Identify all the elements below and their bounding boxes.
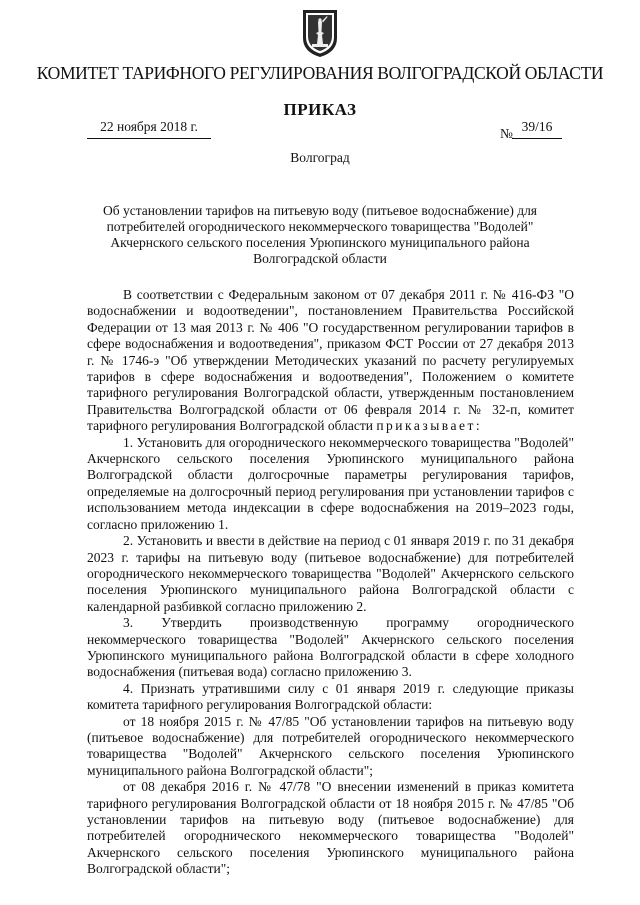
organization-name: КОМИТЕТ ТАРИФНОГО РЕГУЛИРОВАНИЯ ВОЛГОГРАДСКОЙ ОБЛАСТИ [36, 63, 604, 83]
item-2: 2. Установить и ввести в действие на период с 01 января 2019 г. по 31 декабря 2023 г. тарифы на питьевую воду (питьевое водоснабжение) для потребителей огороднического некоммерческого товарищества "Водолей" Акчернского сельского поселения Урюпинского муниципального района Волгоградской области с календарной разбивкой согласно приложению 2. [87, 533, 574, 614]
document-number: 39/16 [512, 119, 562, 139]
item-4: 4. Признать утратившими силу с 01 января 2019 г. следующие приказы комитета тарифного регулирования Волгоградской области: [87, 680, 574, 713]
document-type: ПРИКАЗ [283, 100, 357, 119]
item-3: 3. Утвердить производственную программу огороднического некоммерческого товарищества "Водолей" Акчернского сельского поселения Урюпинского муниципального района Волгоградской области в сфере холодного водоснабжения (питьевая вода) согласно приложению 3. [87, 615, 574, 680]
document-number-field [500, 119, 568, 139]
document-title: Об установлении тарифов на питьевую воду (питьевое водоснабжение) для потребителей огороднического некоммерческого товарищества "Водолей" Акчернского сельского поселения Урюпинского муниципального района Волгоградской области [102, 203, 538, 266]
order-word: приказывает: [376, 418, 483, 434]
preamble-text: В соответствии с Федеральным законом от 07 декабря 2011 г. № 416-ФЗ "О водоснабжении и водоотведении", постановлением Правительства Российской Федерации от 13 мая 2013 г. № 406 "О государственном регулировании тарифов в сфере водоснабжения и водоотведения", приказом ФСТ России от 27 декабря 2013 г. № 1746-э "Об утверждении Методических указаний по расчету регулируемых тарифов в сфере водоснабжения и водоотведения", Положением о комитете тарифного регулирования Волгоградской области, утвержденным постановлением Правительства Волгоградской области от 06 февраля 2014 г. № 32-п, комитет тарифного регулирования Волгоградской области [87, 287, 574, 434]
item-1: 1. Установить для огороднического некоммерческого товарищества "Водолей" Акчернского сельского поселения Урюпинского муниципального района Волгоградской области долгосрочные параметры регулирования тарифов, определяемые на долгосрочный период регулирования при установлении тарифов с использованием метода индексации в сфере водоснабжения на 2019–2023 годы, согласно приложению 1. [87, 434, 574, 532]
city: Волгоград [290, 150, 350, 165]
volgograd-coat-of-arms-icon [300, 8, 340, 58]
preamble-paragraph [87, 287, 574, 435]
number-sign: № [500, 126, 513, 141]
document-body [87, 287, 574, 878]
repealed-order-1: от 18 ноября 2015 г. № 47/85 "Об установлении тарифов на питьевую воду (питьевое водоснабжение) для потребителей огороднического некоммерческого товарищества "Водолей" Акчернского сельского поселения Урюпинского муниципального района Волгоградской области"; [87, 713, 574, 778]
repealed-order-2: от 08 декабря 2016 г. № 47/78 "О внесении изменений в приказ комитета тарифного регулирования Волгоградской области от 18 ноября 2015 г. № 47/85 "Об установлении тарифов на питьевую воду (питьевое водоснабжение) для потребителей огороднического некоммерческого товарищества "Водолей" Акчернского сельского поселения Урюпинского муниципального района Волгоградской области"; [87, 779, 574, 877]
document-date: 22 ноября 2018 г. [87, 119, 211, 139]
